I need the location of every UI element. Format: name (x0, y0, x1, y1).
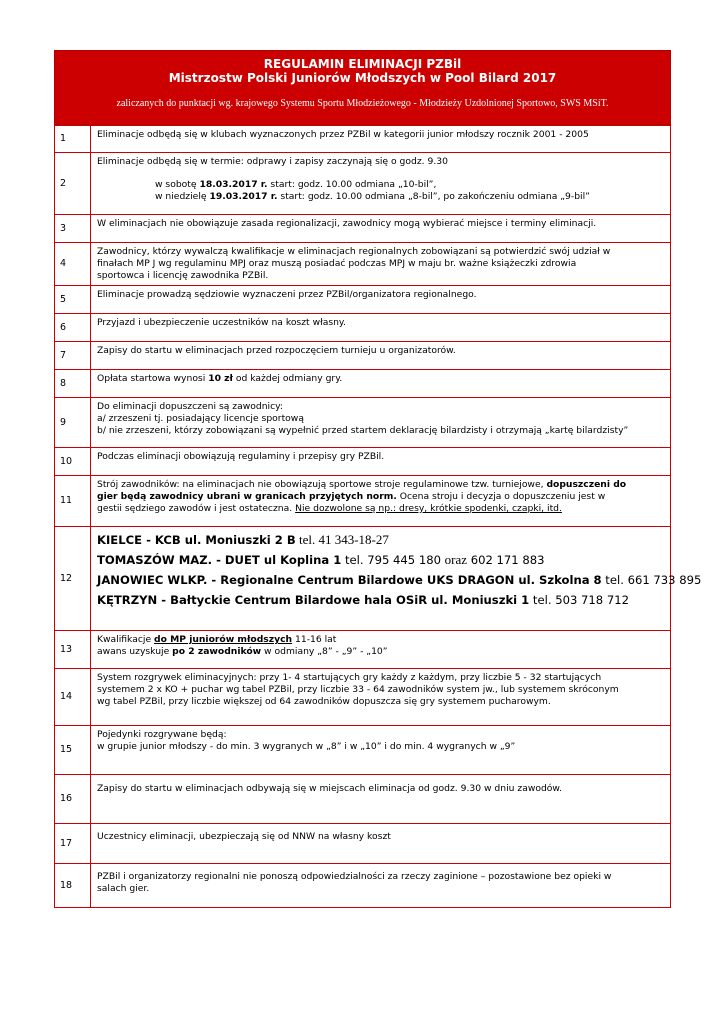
venues-list (91, 527, 702, 631)
rule-number: 6 (55, 314, 91, 342)
rule-row-6 (55, 314, 671, 342)
rule-row-4 (55, 243, 671, 286)
rule-text: Uczestnicy eliminacji, ubezpieczają się od NNW na własny koszt (91, 824, 671, 864)
rule-text: Zawodnicy, którzy wywalczą kwalifikacje w eliminacjach regionalnych zobowiązani są potwierdzić swój udział w finałach MP J wg regulaminu MPJ oraz muszą posiadać podczas MPJ w maju br. ważne książeczki zdrowia sportowca i licencję zawodnika PZBil. (91, 243, 671, 286)
rule-text: Do eliminacji dopuszczeni są zawodnicy: a/ zrzeszeni tj. posiadający licencje sportową b/ nie zrzeszeni, którzy zobowiązani są wypełnić przed startem deklarację bilardzisty i otrzymają „kartę bilardzisty” (91, 398, 671, 448)
rule-number: 12 (55, 527, 91, 631)
rule-number: 9 (55, 398, 91, 448)
rule-text: Zapisy do startu w eliminacjach przed rozpoczęciem turnieju u organizatorów. (91, 342, 671, 370)
rule-row-2 (55, 153, 671, 215)
rule-row-15 (55, 726, 671, 775)
rule-number: 15 (55, 726, 91, 775)
regulation-document (54, 50, 702, 908)
rule-row-17 (55, 824, 671, 864)
rule-number: 10 (55, 448, 91, 476)
rule-text: Pojedynki rozgrywane będą: w grupie junior młodszy - do min. 3 wygranych w „8” i w „10” i do min. 4 wygranych w „9” (91, 726, 671, 775)
rule-text: Opłata startowa wynosi 10 zł od każdej odmiany gry. (91, 370, 671, 398)
rule-number: 3 (55, 215, 91, 243)
rule-row-9 (55, 398, 671, 448)
document-subtitle: zaliczanych do punktacji wg. krajowego Systemu Sportu Młodzieżowego - Młodzieży Uzdolnionej Sportowo, SWS MSiT. (116, 98, 609, 109)
rule-text: Przyjazd i ubezpieczenie uczestników na koszt własny. (91, 314, 671, 342)
rule-row-11 (55, 476, 671, 527)
rule-row-12 (55, 527, 671, 631)
rule-text: Kwalifikacje do MP juniorów młodszych 11-16 lat awans uzyskuje po 2 zawodników w odmiany „8” - „9” - „10” (91, 631, 671, 669)
rule-text: Strój zawodników: na eliminacjach nie obowiązują sportowe stroje regulaminowe tzw. turniejowe, dopuszczeni do gier będą zawodnicy ubrani w granicach przyjętych norm. Ocena stroju i decyzja o dopuszczeniu jest w gestii sędziego zawodów i jest ostateczna. Nie dozwolone są np.: dresy, krótkie spodenki, czapki, itd. (91, 476, 671, 527)
rule-number: 17 (55, 824, 91, 864)
rule-row-14 (55, 669, 671, 726)
rules-table (54, 125, 702, 908)
rule-number: 16 (55, 775, 91, 824)
rule-number: 18 (55, 864, 91, 908)
venue-janowiec: JANOWIEC WLKP. - Regionalne Centrum Bilardowe UKS DRAGON ul. Szkolna 8 tel. 661 733 895 (97, 573, 702, 587)
rule-number: 11 (55, 476, 91, 527)
venue-tomaszow: TOMASZÓW MAZ. - DUET ul Koplina 1 tel. 795 445 180 oraz 602 171 883 (97, 552, 545, 567)
rule-row-8 (55, 370, 671, 398)
rule-row-10 (55, 448, 671, 476)
rule-number: 8 (55, 370, 91, 398)
rule-number: 13 (55, 631, 91, 669)
rule-text: Podczas eliminacji obowiązują regulaminy i przepisy gry PZBil. (91, 448, 671, 476)
rule-row-16 (55, 775, 671, 824)
rule-text: Eliminacje odbędą się w termie: odprawy i zapisy zaczynają się o godz. 9.30 w sobotę 18.03.2017 r. start: godz. 10.00 odmiana „10-bil”, w niedzielę 19.03.2017 r. start: godz. 10.00 odmiana „8-bil”, po zakończeniu odmiana „9-bil” (91, 153, 671, 215)
rule-number: 4 (55, 243, 91, 286)
rule-number: 5 (55, 286, 91, 314)
rule-number: 2 (55, 153, 91, 215)
rule-number: 7 (55, 342, 91, 370)
document-header (54, 50, 671, 125)
rule-text: System rozgrywek eliminacyjnych: przy 1- 4 startujących gry każdy z każdym, przy liczbie 5 - 32 startujących systemem 2 x KO + puchar wg tabel PZBil, przy liczbie 33 - 64 zawodników system jw., lub systemem skróconym wg tabel PZBil, przy liczbie większej od 64 zawodników dopuszcza się gry systemem pucharowym. (91, 669, 671, 726)
venue-kielce: KIELCE - KCB ul. Moniuszki 2 B tel. 41 343-18-27 (97, 532, 389, 547)
rule-row-13 (55, 631, 671, 669)
rule-row-1 (55, 126, 671, 153)
rule-text: Eliminacje prowadzą sędziowie wyznaczeni przez PZBil/organizatora regionalnego. (91, 286, 671, 314)
rule-number: 1 (55, 126, 91, 153)
rule-number: 14 (55, 669, 91, 726)
rule-row-3 (55, 215, 671, 243)
document-title: REGULAMIN ELIMINACJI PZBil (263, 57, 462, 71)
rule-text: PZBil i organizatorzy regionalni nie ponoszą odpowiedzialności za rzeczy zaginione – pozostawione bez opieki w salach gier. (91, 864, 671, 908)
rule-row-7 (55, 342, 671, 370)
document-subtitle-title: Mistrzostw Polski Juniorów Młodszych w Pool Bilard 2017 (168, 71, 557, 85)
venue-ketrzyn: KĘTRZYN - Bałtyckie Centrum Bilardowe hala OSiR ul. Moniuszki 1 tel. 503 718 712 (97, 593, 629, 607)
rule-text: W eliminacjach nie obowiązuje zasada regionalizacji, zawodnicy mogą wybierać miejsce i terminy eliminacji. (91, 215, 671, 243)
rule-text: Eliminacje odbędą się w klubach wyznaczonych przez PZBil w kategorii junior młodszy rocznik 2001 - 2005 (91, 126, 671, 153)
rule-row-5 (55, 286, 671, 314)
rule-row-18 (55, 864, 671, 908)
rule-text: Zapisy do startu w eliminacjach odbywają się w miejscach eliminacja od godz. 9.30 w dniu zawodów. (91, 775, 671, 824)
